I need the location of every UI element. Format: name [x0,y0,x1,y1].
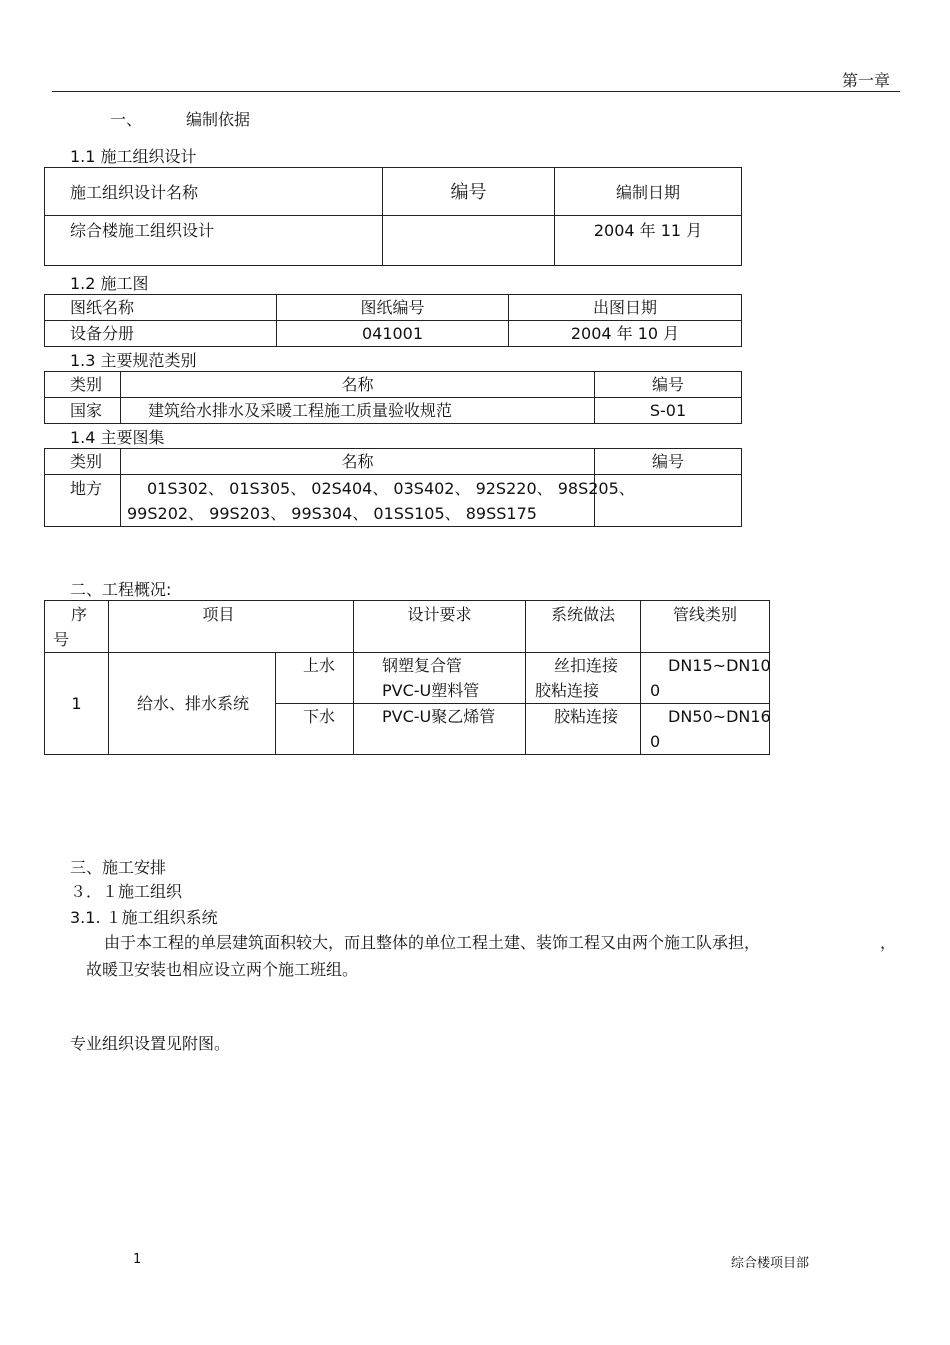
design-line: PVC-U聚乙烯管 [382,707,496,726]
table-header-cell [45,601,109,653]
sub-cell: 上水 [276,653,354,704]
table-header-cell: 施工组织设计名称 [45,168,383,216]
table-atlases [44,448,742,527]
section3-title: 三、施工安排 [70,858,167,877]
table-header-cell: 图纸名称 [45,295,277,321]
table-header-cell: 编号 [595,372,742,398]
pipe-line: DN50~DN16 [668,707,771,726]
table-header-cell: 类别 [45,372,121,398]
table-cell: 国家 [45,398,121,424]
chapter-header: 第一章 [842,71,891,90]
table-standards [44,371,742,424]
table-header-cell: 编制日期 [555,168,742,216]
atlas-line-1: 01S302、 01S305、 02S404、 03S402、 92S220、 98S205、 [147,479,635,498]
section3-note: 专业组织设置见附图。 [70,1034,231,1053]
table-header-cell: 类别 [45,449,121,475]
table-header-cell: 名称 [121,449,595,475]
method-line: 丝扣连接 [554,656,619,675]
method-cell [526,653,641,704]
table-header-cell: 编号 [595,449,742,475]
table-cell: 2004 年 11 月 [555,216,742,266]
s11-title: 1.1 施工组织设计 [70,147,197,166]
table-header-cell: 系统做法 [526,601,641,653]
pipe-cell [641,704,770,755]
seq-header-line1: 序 [71,605,88,624]
section3-paragraph-line1: 由于本工程的单层建筑面积较大，而且整体的单位工程土建、装饰工程又由两个施工队承担， [104,933,761,952]
table-cell [383,216,555,266]
table-cell [121,475,635,527]
table-header-cell: 管线类别 [641,601,770,653]
table-header-cell: 项目 [109,601,354,653]
section3-sub2: 3.1. １施工组织系统 [70,908,218,927]
section3-sub1: ３．１施工组织 [70,882,183,901]
section3-paragraph-comma: ， [880,933,897,952]
pipe-line: 0 [650,681,661,700]
sub-cell: 下水 [276,704,354,755]
table-header-cell: 设计要求 [354,601,526,653]
section2-title: 二、工程概况: [70,580,172,599]
table-cell: 2004 年 10 月 [509,321,742,347]
table-cell: S-01 [595,398,742,424]
design-cell [354,704,526,755]
header-rule [52,91,900,92]
section1-title: 编制依据 [186,110,251,129]
design-line: 钢塑复合管 [382,656,463,675]
table-header-cell: 编号 [383,168,555,216]
table-cell: 041001 [277,321,509,347]
s13-title: 1.3 主要规范类别 [70,351,197,370]
section1-title-num: 一、 [110,110,143,129]
pipe-line: 0 [650,732,661,751]
seq-header-line2: 号 [53,630,70,649]
s14-title: 1.4 主要图集 [70,428,165,447]
table-cell: 建筑给水排水及采暖工程施工质量验收规范 [121,398,595,424]
atlas-line-2: 99S202、 99S203、 99S304、 01SS105、 89SS175 [127,504,537,523]
pipe-line: DN15~DN10 [668,656,771,675]
design-cell [354,653,526,704]
table-drawings [44,294,742,347]
system-cell: 给水、排水系统 [109,653,276,755]
table-construction-design [44,167,742,266]
design-line: PVC-U塑料管 [382,681,480,700]
table-header-cell: 出图日期 [509,295,742,321]
table-project-overview [44,600,770,755]
section3-paragraph-line2: 故暖卫安装也相应设立两个施工班组。 [86,960,359,979]
seq-cell: 1 [45,653,109,755]
table-cell: 地方 [45,475,121,527]
s12-title: 1.2 施工图 [70,274,149,293]
method-line: 胶粘连接 [554,707,619,726]
footer-org: 综合楼项目部 [731,1256,810,1271]
table-header-cell: 图纸编号 [277,295,509,321]
page-number: 1 [133,1252,142,1267]
table-cell: 综合楼施工组织设计 [45,216,383,266]
method-line: 胶粘连接 [535,681,600,700]
method-cell [526,704,641,755]
pipe-cell [641,653,770,704]
table-cell: 设备分册 [45,321,277,347]
table-header-cell: 名称 [121,372,595,398]
